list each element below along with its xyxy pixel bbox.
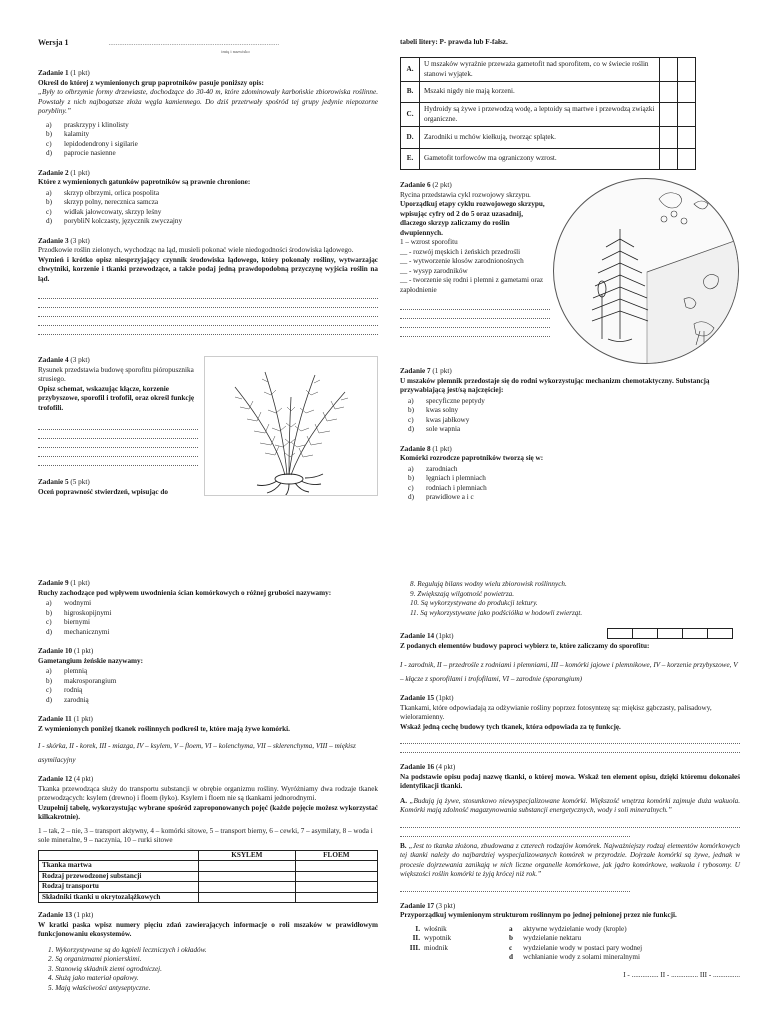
task-2-question: Które z wymienionych gatunków paprotników są prawnie chronione: <box>38 178 251 186</box>
task-12-table <box>38 850 378 904</box>
list-item: 1. Wykorzystywane są do kąpieli leczniczych i okładów. <box>48 945 207 954</box>
right-column-bottom <box>400 580 740 980</box>
task-6-step[interactable]: __ - wysyp zarodników <box>400 266 468 275</box>
table-row: Rodzaj transportu <box>39 882 378 893</box>
task-11-header: Zadanie 11 (1 pkt) <box>38 715 93 723</box>
fern-illustration <box>204 356 378 496</box>
task-9-question: Ruchy zachodzące pod wpływem uwodnienia ścian komórkowych o różnej grubości nazywamy: <box>38 588 332 597</box>
answer-cell-p[interactable] <box>660 103 678 127</box>
answer-box[interactable] <box>607 628 633 639</box>
task-16-b: B. „Jest to tkanka złożona, zbudowana z czterech rodzajów komórek. Najważniejszy rodzaj elementów komórkowych tej tkanki należy do najbardziej wyspecjalizowanych komórek w przyrodzie. Dojrzałe komórki są żywe, jednak w procesie dojrzewania zanikają w nich liczne organelle komórkowe, jak jądro komórkowe, wakuola i rybosomy. U większości roślin komórki te żyją krócej niż rok.” <box>400 841 740 879</box>
left-column-bottom <box>38 572 378 993</box>
list-item: 4. Służą jako materiał opałowy. <box>48 974 139 983</box>
option[interactable]: a) plemnią <box>46 667 88 675</box>
option[interactable]: d) sole wapnia <box>408 425 461 433</box>
task-17-question: Przyporządkuj wymienionym strukturom roślinnym po jednej pełnionej przez nie funkcji. <box>400 911 677 920</box>
option[interactable]: a) praskrzypy i klinolisty <box>46 120 129 129</box>
answer-cell-f[interactable] <box>678 127 696 149</box>
task-1-quote: „Były to olbrzymie formy drzewiaste, dochodzące do 30-40 m, które zdominowały karbońskie zbiorowiska roślinne. Powstały z nich najbogatsze złoża węgla kamiennego. Do dziś przetrwały spośród tej grupy jedynie niepozorne porybliny.” <box>38 88 378 115</box>
list-item: 9. Zwiększają wilgotność powietrza. <box>410 589 515 598</box>
option[interactable]: c) widłak jałowcowaty, skrzyp leśny <box>46 207 162 216</box>
task-1-options <box>46 121 378 159</box>
table-row: III. miodnik c wydzielanie wody w postaci pary wodnej <box>409 943 643 952</box>
task-4-answer-lines[interactable] <box>38 421 198 466</box>
option[interactable]: a) wodnymi <box>46 599 92 607</box>
left-column-top <box>38 62 378 335</box>
column-header-floem: FLOEM <box>295 850 377 861</box>
task-10-question: Gametangium żeńskie nazywamy: <box>38 656 144 665</box>
table-header-row <box>39 850 378 861</box>
task-3-text: Przodkowie roślin zielonych, wychodząc na ląd, musieli pokonać wiele niedogodności środowiska lądowego. <box>38 246 354 254</box>
table-row: A. U mszaków wyraźnie przeważa gametofit nad sporofitem, co w świecie roślin stanowi wyjątek. <box>401 58 696 82</box>
option[interactable]: b) skrzyp polny, nerecznica samcza <box>46 198 159 206</box>
list-item: 10. Są wykorzystywane do produkcji tektury. <box>410 599 538 607</box>
version-label: Wersja 1 <box>38 38 69 47</box>
answer-cell[interactable] <box>295 892 377 903</box>
answer-cell[interactable] <box>199 882 296 893</box>
task-6 <box>400 174 550 337</box>
table-row: d wchłanianie wody z solami mineralnymi <box>509 953 640 962</box>
task-2-options <box>46 189 378 227</box>
task-7-question: U mszaków plemnik przedostaje się do rodni wykorzystując mechanizm chemotaktyczny. Substancją przywabiającą jest/są najczęściej: <box>400 376 710 394</box>
option[interactable]: a) skrzyp olbrzymi, orlica pospolita <box>46 188 160 197</box>
task-13-header: Zadanie 13 (1 pkt) <box>38 911 94 920</box>
answer-cell-f[interactable] <box>678 149 696 170</box>
answer-cell[interactable] <box>199 871 296 882</box>
task-9-header: Zadanie 9 (1 pkt) <box>38 579 90 587</box>
answer-cell[interactable] <box>295 882 377 893</box>
list-item: 8. Regulują bilans wodny wielu zbiorowisk roślinnych. <box>410 580 567 588</box>
task-12-terms: 1 – tak, 2 – nie, 3 – transport aktywny, 4 – komórki sitowe, 5 – transport bierny, 6 – cewki, 7 – asymilaty, 8 – woda i sole mineralne, 9 – naczynia, 10 – rurki sitowe <box>38 826 373 845</box>
task-7-header: Zadanie 7 (1 pkt) <box>400 367 452 375</box>
answer-cell-f[interactable] <box>678 82 696 103</box>
list-item: 5. Mają właściwości antyseptyczne. <box>48 983 151 992</box>
option[interactable]: d) zarodnią <box>46 695 89 704</box>
list-item: 11. Są wykorzystywane jako podściółka w hodowli zwierząt. <box>410 608 583 617</box>
task-4-question: Opisz schemat, wskazując kłącze, korzenie przybyszowe, sporofil i trofofil, oraz określ funkcję trofofili. <box>38 384 195 412</box>
task-4 <box>38 356 198 497</box>
task-12-header: Zadanie 12 (4 pkt) <box>38 775 94 784</box>
task-5-header: Zadanie 5 (5 pkt) <box>38 478 90 486</box>
answer-box[interactable] <box>682 628 708 639</box>
task-13-items-continued <box>410 580 740 618</box>
answer-cell-p[interactable] <box>660 58 678 82</box>
table-row: C. Hydroidy są żywe i przewodzą wodę, a leptoidy są martwe i przewodzą związki organiczne. <box>401 103 696 127</box>
task-17-matching <box>400 925 644 963</box>
option[interactable]: d) porybliN kolczasty, języcznik zwyczajny <box>46 217 183 225</box>
answer-cell[interactable] <box>295 861 377 872</box>
answer-cell[interactable] <box>199 892 296 903</box>
task-4-text: Rysunek przedstawia budowę sporofitu pióropusznika strusiego. <box>38 365 194 383</box>
task-3-question: Wymień i krótko opisz niesprzyjający czynnik środowiska lądowego, który pokonały rośliny, wytwarzając chwytniki, korzenie i tkanki przewodzące, a także podaj jedną prawdopodobną przyczynę wyjścia roślin na ląd. <box>38 255 378 283</box>
task-3-answer-lines[interactable] <box>38 290 378 335</box>
task-5-question: Oceń poprawność stwierdzeń, wpisując do <box>38 487 168 496</box>
true-false-table <box>400 57 696 170</box>
right-column-top <box>400 38 735 48</box>
option[interactable]: b) higroskopijnymi <box>46 608 112 617</box>
task-11-list[interactable]: I - skórka, II - korek, III - miazga, IV – ksylem, V – floem, VI – kolenchyma, VII – sklerenchyma, VIII – miękisz asymilacyjny <box>38 742 356 764</box>
answer-cell-f[interactable] <box>678 58 696 82</box>
table-row: D. Zarodniki u mchów kiełkują, tworząc splątek. <box>401 127 696 149</box>
option[interactable]: c) lepidodendrony i sigilarie <box>46 139 138 148</box>
tf-intro: tabeli litery: P- prawda lub F-fałsz. <box>400 38 508 46</box>
table-row: Rodzaj przewodzonej substancji <box>39 871 378 882</box>
task-16-a: A. „Budują ją żywe, stosunkowo niewyspecjalizowane komórki. Większość wnętrza komórki zajmuje duża wakuola. Komórki mają zdolność magazynowania substancji energetycznych, wody i soli mineralnych.” <box>400 796 740 815</box>
task-11-question: Z wymienionych poniżej tkanek roślinnych podkreśl te, które mają żywe komórki. <box>38 724 290 733</box>
task-13-question: W kratki paska wpisz numery pięciu zdań zawierających informacje o roli mszaków w prawidłowym funkcjonowaniu ekosystemów. <box>38 920 378 939</box>
task-16-b-answer-lines[interactable] <box>400 883 740 892</box>
name-field[interactable]: ............................................................................................... <box>108 39 280 47</box>
answer-box[interactable] <box>707 628 733 639</box>
option[interactable]: c) rodnią <box>46 686 83 694</box>
task-14-header: Zadanie 14 (1pkt) <box>400 632 454 640</box>
answer-box[interactable] <box>632 628 658 639</box>
task-16-header: Zadanie 16 (4 pkt) <box>400 763 456 772</box>
column-header-ksylem: KSYLEM <box>199 850 296 861</box>
task-6-header: Zadanie 6 (2 pkt) <box>400 181 452 189</box>
task-2-header: Zadanie 2 (1 pkt) <box>38 168 90 177</box>
option[interactable]: b) lęgniach i plemniach <box>408 474 486 482</box>
task-6-step[interactable]: __ - tworzenie się rodni i plemni z gametami oraz zapłodnienie <box>400 276 544 294</box>
table-row: B. Mszaki nigdy nie mają korzeni. <box>401 82 696 103</box>
table-row: II. wypotnik b wydzielanie nektaru <box>412 934 582 943</box>
task-16-a-answer-lines[interactable] <box>400 819 740 837</box>
option[interactable]: c) biernymi <box>46 618 90 626</box>
header-left <box>38 38 373 54</box>
task-13-answer-grid[interactable] <box>608 628 733 639</box>
task-8-question: Komórki rozrodcze paprotników tworzą się w: <box>400 454 544 462</box>
option[interactable]: a) zarodniach <box>408 464 458 473</box>
option[interactable]: b) kwas solny <box>408 406 459 414</box>
option[interactable]: b) kalamity <box>46 130 90 138</box>
option[interactable]: d) mechanicznymi <box>46 627 110 636</box>
task-15-answer-lines[interactable] <box>400 735 740 753</box>
task-6-step[interactable]: __ - wytworzenie kłosów zarodnionośnych <box>400 257 524 265</box>
answer-cell-p[interactable] <box>660 82 678 103</box>
task-8-header: Zadanie 8 (1 pkt) <box>400 444 452 453</box>
table-row: Tkanka martwa <box>39 861 378 872</box>
task-15-text: Tkankami, które odpowiadają za odżywianie rośliny poprzez fotosyntezę są: miękisz gąbczasty, palisadowy, wieloramienny. <box>400 703 712 722</box>
answer-cell-p[interactable] <box>660 127 678 149</box>
task-17-header: Zadanie 17 (3 pkt) <box>400 901 456 910</box>
task-6-text: Rycina przedstawia cykl rozwojowy skrzypu. <box>400 190 531 199</box>
table-row: I. włośnik a aktywne wydzielanie wody (krople) <box>415 924 627 933</box>
task-6-step[interactable]: __ - rozwój męskich i żeńskich przedrośli <box>400 247 521 256</box>
task-16-question: Na podstawie opisu podaj nazwę tkanki, o której mowa. Wskaż ten element opisu, dzięki któremu dokonałeś identyfikacji tkanki. <box>400 772 740 791</box>
task-12-text: Tkanka przewodząca służy do transportu substancji w obrębie organizmu rośliny. Wyróżniamy dwa rodzaje tkanek przewodzących: ksylem (drewno) i floem (łyko). Ksylem i floem nie są tkankami jednorodnymi. <box>38 784 378 803</box>
task-1-header: Zadanie 1 (1 pkt) <box>38 69 90 77</box>
right-column-middle <box>400 360 735 503</box>
name-caption: imię i nazwisko <box>221 48 250 54</box>
task-6-answer-lines[interactable] <box>400 301 550 337</box>
answer-box[interactable] <box>657 628 683 639</box>
task-14-question: Z podanych elementów budowy paproci wybierz te, które zaliczamy do sporofitu: <box>400 641 650 650</box>
table-row: E. Gametofit torfowców ma ograniczony wzrost. <box>401 149 696 170</box>
task-10-header: Zadanie 10 (1 pkt) <box>38 647 94 655</box>
option[interactable]: c) kwas jabłkowy <box>408 415 470 424</box>
task-17-answer-line[interactable]: I - ............... II - ............... III - ............... <box>623 970 740 979</box>
task-10-options <box>46 667 378 705</box>
task-8-options <box>408 465 735 503</box>
task-1-question: Określ do której z wymienionych grup paprotników pasuje poniższy opis: <box>38 78 264 87</box>
task-12-question: Uzupełnij tabelę, wykorzystując wybrane spośród zaproponowanych pojęć (każde pojęcie możesz wykorzystać kilkakrotnie). <box>38 803 378 822</box>
option[interactable]: a) specyficzne peptydy <box>408 396 485 405</box>
task-6-step: 1 – wzrost sporofitu <box>400 238 458 246</box>
answer-cell-f[interactable] <box>678 103 696 127</box>
horsetail-cycle-illustration <box>553 178 739 364</box>
option[interactable]: d) paprocie nasienne <box>46 149 116 157</box>
task-4-header: Zadanie 4 (3 pkt) <box>38 356 90 364</box>
task-15-question: Wskaż jedną cechę budowy tych tkanek, która odpowiada za tę funkcję. <box>400 722 621 731</box>
task-6-question: Uporządkuj etapy cyklu rozwojowego skrzypu, wpisując cyfry od 2 do 5 oraz uzasadnij, dlaczego skrzyp zaliczamy do roślin dwupiennych. <box>400 200 545 237</box>
option[interactable]: d) prawidłowe a i c <box>408 493 474 501</box>
task-14-list[interactable]: I - zarodnik, II – przedrośle z rodniami i plemniami, III – komórki jajowe i plemnikowe, IV – korzenie przybyszowe, V – kłącze z sporofilami i trofofilami, VI – zarodnie (sporangium) <box>400 661 738 683</box>
list-item: 2. Są organizmami pionierskimi. <box>48 955 142 964</box>
table-row: Składniki tkanki u okrytozalążkowych <box>39 892 378 903</box>
answer-cell[interactable] <box>295 871 377 882</box>
option[interactable]: b) makrosporangium <box>46 676 117 685</box>
task-15-header: Zadanie 15 (1pkt) <box>400 694 454 703</box>
task-7-options <box>408 397 735 435</box>
task-9-options <box>46 599 378 637</box>
answer-cell[interactable] <box>199 861 296 872</box>
answer-cell-p[interactable] <box>660 149 678 170</box>
option[interactable]: c) rodniach i plemniach <box>408 483 487 492</box>
task-3-header: Zadanie 3 (3 pkt) <box>38 236 90 245</box>
list-item: 3. Stanowią składnik ziemi ogrodniczej. <box>48 964 162 973</box>
task-13-items <box>48 946 378 994</box>
